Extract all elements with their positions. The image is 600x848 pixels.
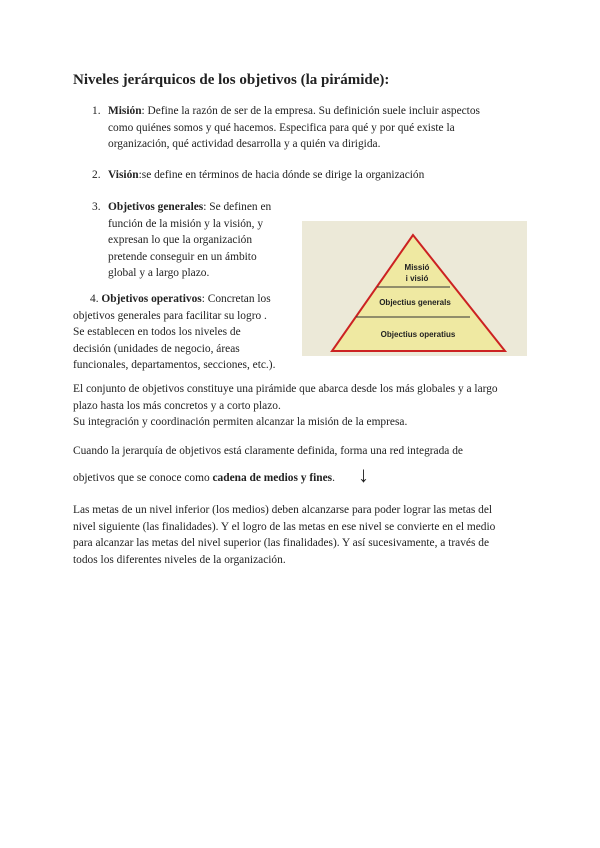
pyramid-level-vision: i visió	[405, 274, 429, 283]
list-line: 4. Objetivos operativos: Concretan los	[90, 293, 271, 305]
pyramid-figure	[302, 221, 527, 356]
list-line: decisión (unidades de negocio, áreas	[73, 342, 240, 355]
list-number: 2.	[92, 169, 101, 181]
list-item-vision	[92, 167, 522, 184]
list-line: Objetivos generales: Se definen en	[108, 201, 272, 213]
list-number: 4.	[90, 293, 99, 305]
list-line: Misión: Define la razón de ser de la empresa. Su definición suele incluir aspectos	[108, 105, 480, 117]
paragraph-metas: Las metas de un nivel inferior (los medios) deben alcanzarse para poder lograr las metas del nivel siguiente (las finalidades). Y el logro de las metas en ese nivel se convierte en el medio para alcanzar las metas del nivel superior (las finalidades). Y así sucesivamente, a través de todos los diferentes niveles de la organización.	[73, 504, 496, 566]
list-line: funcionales, departamentos, secciones, etc.).	[73, 359, 276, 371]
paragraph-piramide: El conjunto de objetivos constituye una pirámide que abarca desde los más globales y a largo plazo hasta los más concretos y a corto plazo. Su integración y coordinación permiten alcanzar la misión de la empresa.	[73, 383, 498, 428]
list-line: Visión:se define en términos de hacia dónde se dirige la organización	[108, 169, 425, 181]
list-term: Misión	[108, 105, 142, 117]
pyramid-level-operatius: Objectius operatius	[380, 330, 456, 339]
list-line: expresan lo que la organización	[108, 234, 253, 246]
section-heading: Niveles jerárquicos de los objetivos (la pirámide):	[73, 72, 390, 88]
list-item-objetivos-generales	[92, 199, 302, 282]
list-line: como quiénes somos y qué hacemos. Especifica para qué y por qué existe la	[108, 121, 455, 134]
list-term: Objetivos operativos	[101, 293, 202, 305]
list-item-objetivos-operativos	[73, 291, 303, 374]
list-line: pretende conseguir en un ámbito	[108, 250, 257, 263]
list-line: global y a largo plazo.	[108, 267, 210, 279]
list-number: 3.	[92, 201, 101, 213]
list-line: Se establecen en todos los niveles de	[73, 326, 241, 338]
pyramid-diagram	[302, 221, 527, 356]
list-term: Objetivos generales	[108, 201, 204, 213]
list-line: función de la misión y la visión, y	[108, 217, 264, 230]
list-line: organización, qué actividad desarrolla y a quién va dirigida.	[108, 138, 381, 150]
pyramid-level-mision: Missió	[404, 263, 430, 272]
list-term: Visión	[108, 169, 139, 181]
arrow-down-icon: ↓	[358, 462, 369, 487]
list-line: objetivos generales para facilitar su logro .	[73, 309, 267, 322]
bold-term: cadena de medios y fines	[212, 471, 333, 484]
list-item-mision	[92, 103, 522, 153]
pyramid-level-generales: Objectius generals	[379, 298, 451, 307]
paragraph-cadena: Cuando la jerarquía de objetivos está claramente definida, forma una red integrada de objetivos que se conoce como cadena de medios y fines.	[73, 445, 463, 484]
list-number: 1.	[92, 105, 101, 117]
